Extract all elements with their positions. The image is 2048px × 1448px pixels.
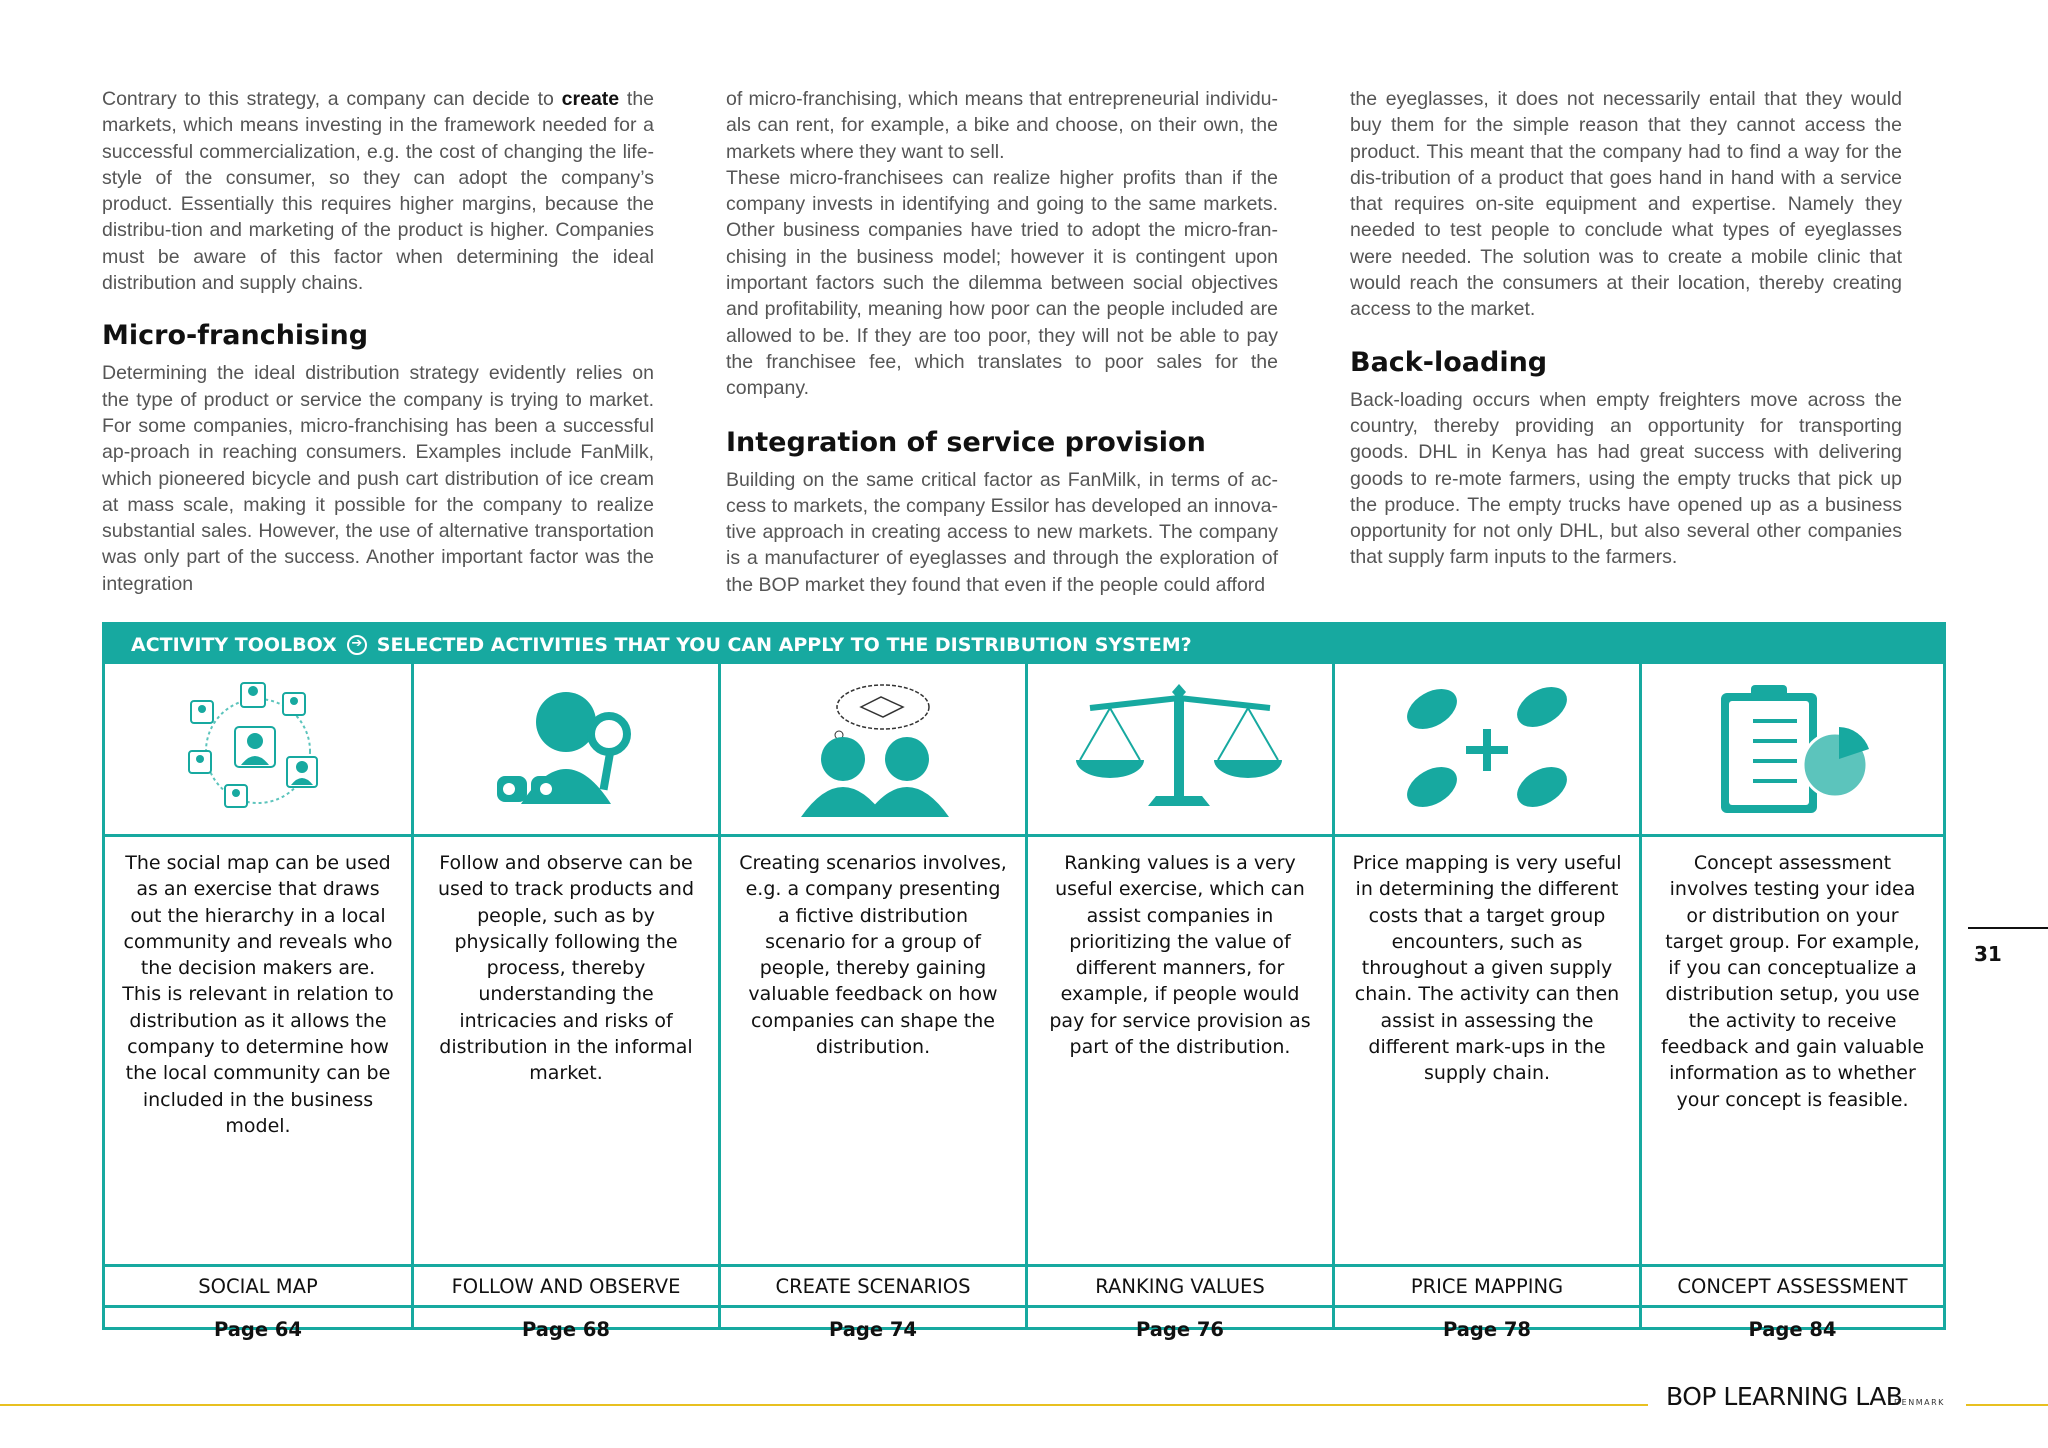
- bold-text: create: [561, 88, 620, 110]
- footer-rule-right: [1966, 1404, 2048, 1406]
- paragraph: [102, 86, 654, 296]
- activity-name: PRICE MAPPING: [1335, 1264, 1639, 1308]
- activity-description: Ranking values is a very useful exercise, which can assist companies in prioritizing the value of different manners, for example, if people would pay for service provision as part of the distribution.: [1049, 852, 1311, 1059]
- activity-create-scenarios: [718, 664, 1025, 1341]
- toolbox-header: [105, 625, 1943, 664]
- paragraph: Determining the ideal distribution strategy evidently relies on the type of product or service the company is trying to market. For some companies, micro-franchising has been a successful ap-proach in reaching consumers. Examples include FanMilk, which pioneered bicycle and push cart distribution of ice cream at mass scale, making it possible for the company to realize substantial sales. However, the use of alternative transportation was only part of the success. Another important factor was the integration: [102, 362, 654, 595]
- activity-page-link[interactable]: Page 74: [828, 1317, 918, 1341]
- activity-page-link[interactable]: Page 64: [213, 1317, 303, 1341]
- activity-name: RANKING VALUES: [1028, 1264, 1332, 1308]
- activity-page-link[interactable]: Page 78: [1442, 1317, 1532, 1341]
- text: Contrary to this strategy, a company can decide to: [102, 88, 562, 110]
- activity-name: FOLLOW AND OBSERVE: [414, 1264, 718, 1308]
- activity-concept-assessment: [1639, 664, 1943, 1341]
- footer-rule-left: [0, 1404, 1648, 1406]
- activity-name: CREATE SCENARIOS: [721, 1264, 1025, 1308]
- price-mapping-icon: [1392, 679, 1582, 819]
- activity-name: SOCIAL MAP: [105, 1264, 411, 1308]
- activity-description: Creating scenarios involves, e.g. a company presenting a fictive distribution scenario for a group of people, thereby gaining valuable feedback on how companies can shape the distribution.: [739, 852, 1007, 1059]
- activity-page-link[interactable]: Page 68: [521, 1317, 611, 1341]
- paragraph: Back-loading occurs when empty freighters move across the country, thereby providing an opportunity for transporting goods. DHL in Kenya has had great success with delivering goods to re-mote farmers, using the empty trucks that pick up the produce. The empty trucks have opened up as a business opportunity for not only DHL, but also several other companies that supply farm inputs to the farmers.: [1350, 388, 1902, 569]
- paragraph: These micro-franchisees can realize higher profits than if the company invests in identifying and going to the same markets. Other business companies have tried to adopt the micro-fran-chising in the business model; however it is contingent upon important factors such the dilemma between social objectives and profitability, meaning how poor can the people included are allowed to be. If they are too poor, they will not be able to pay the franchisee fee, which translates to poor sales for the company.: [726, 166, 1278, 400]
- activity-ranking-values: [1025, 664, 1332, 1341]
- text-column-1: [102, 86, 654, 597]
- toolbox-label: ACTIVITY TOOLBOX: [131, 633, 337, 656]
- paragraph: of micro-franchising, which means that entrepreneurial individu-als can rent, for example, a bike and choose, on their own, the markets where they want to sell.: [726, 88, 1278, 163]
- activity-description: Price mapping is very useful in determining the different costs that a target group encounters, such as throughout a given supply chain. The activity can then assist in assessing the different mark-ups in the supply chain.: [1352, 852, 1622, 1085]
- activity-social-map: [105, 664, 411, 1341]
- follow-observe-icon: [491, 684, 641, 814]
- activity-price-mapping: [1332, 664, 1639, 1341]
- section-heading: Back-loading: [1350, 346, 1548, 378]
- page-number: 31: [1974, 942, 2002, 966]
- concept-assessment-icon: [1713, 679, 1873, 819]
- activity-toolbox: [102, 622, 1946, 1341]
- paragraph: the eyeglasses, it does not necessarily entail that they would buy them for the simple reason that they cannot access the product. This meant that the company had to find a way for the dis-tribution of a product that goes hand in hand with a service that requires on-site equipment and expertise. Namely they needed to test people to conclude what types of eyeglasses were needed. The solution was to create a mobile clinic that would reach the consumers at their location, thereby creating access to the market.: [1350, 88, 1902, 321]
- activity-page-link[interactable]: Page 84: [1748, 1317, 1837, 1341]
- activity-description: Concept assessment involves testing your idea or distribution on your target group. For example, if you can conceptualize a distribution setup, you use the activity to receive feedback and gain valuable information as to whether your concept is feasible.: [1660, 852, 1925, 1111]
- activity-follow-and-observe: [411, 664, 718, 1341]
- section-heading: Micro-franchising: [102, 320, 369, 352]
- brand-logo-text: BOP LEARNING LAB: [1666, 1382, 1903, 1411]
- section-heading: Integration of service provision: [726, 426, 1206, 458]
- activity-description: Follow and observe can be used to track products and people, such as by physically following the process, thereby understanding the intricacies and risks of distribution in the informal market.: [438, 852, 694, 1085]
- arrow-right-circle-icon: ➔: [347, 635, 367, 655]
- social-map-icon: [183, 679, 333, 819]
- activity-name: CONCEPT ASSESSMENT: [1642, 1264, 1943, 1308]
- activity-description: The social map can be used as an exercise that draws out the hierarchy in a local community and reveals who the decision makers are. This is relevant in relation to distribution as it allows the company to determine how the local community can be included in the business model.: [122, 852, 394, 1137]
- toolbox-title: SELECTED ACTIVITIES THAT YOU CAN APPLY TO THE DISTRIBUTION SYSTEM?: [376, 633, 1192, 656]
- ranking-values-icon: [1070, 684, 1290, 814]
- brand-subtitle: DENMARK: [1894, 1398, 1945, 1407]
- text-column-3: [1350, 86, 1902, 571]
- page-number-rule: [1968, 927, 2048, 929]
- text-column-2: [726, 86, 1278, 598]
- paragraph: Building on the same critical factor as FanMilk, in terms of ac-cess to markets, the company Essilor has developed an innova-tive approach in creating access to new markets. The company is a manufacturer of eyeglasses and through the exploration of the BOP market they found that even if the people could afford: [726, 468, 1278, 596]
- text: the markets, which means investing in the framework needed for a successful commercialization, e.g. the cost of changing the life-style of the consumer, so they can adopt the company’s product. Essentially this requires higher margins, because the distribu-tion and marketing of the product is higher. Companies must be aware of this factor when determining the ideal distribution and supply chains.: [102, 88, 655, 295]
- create-scenarios-icon: [783, 679, 963, 819]
- activity-page-link[interactable]: Page 76: [1135, 1317, 1225, 1341]
